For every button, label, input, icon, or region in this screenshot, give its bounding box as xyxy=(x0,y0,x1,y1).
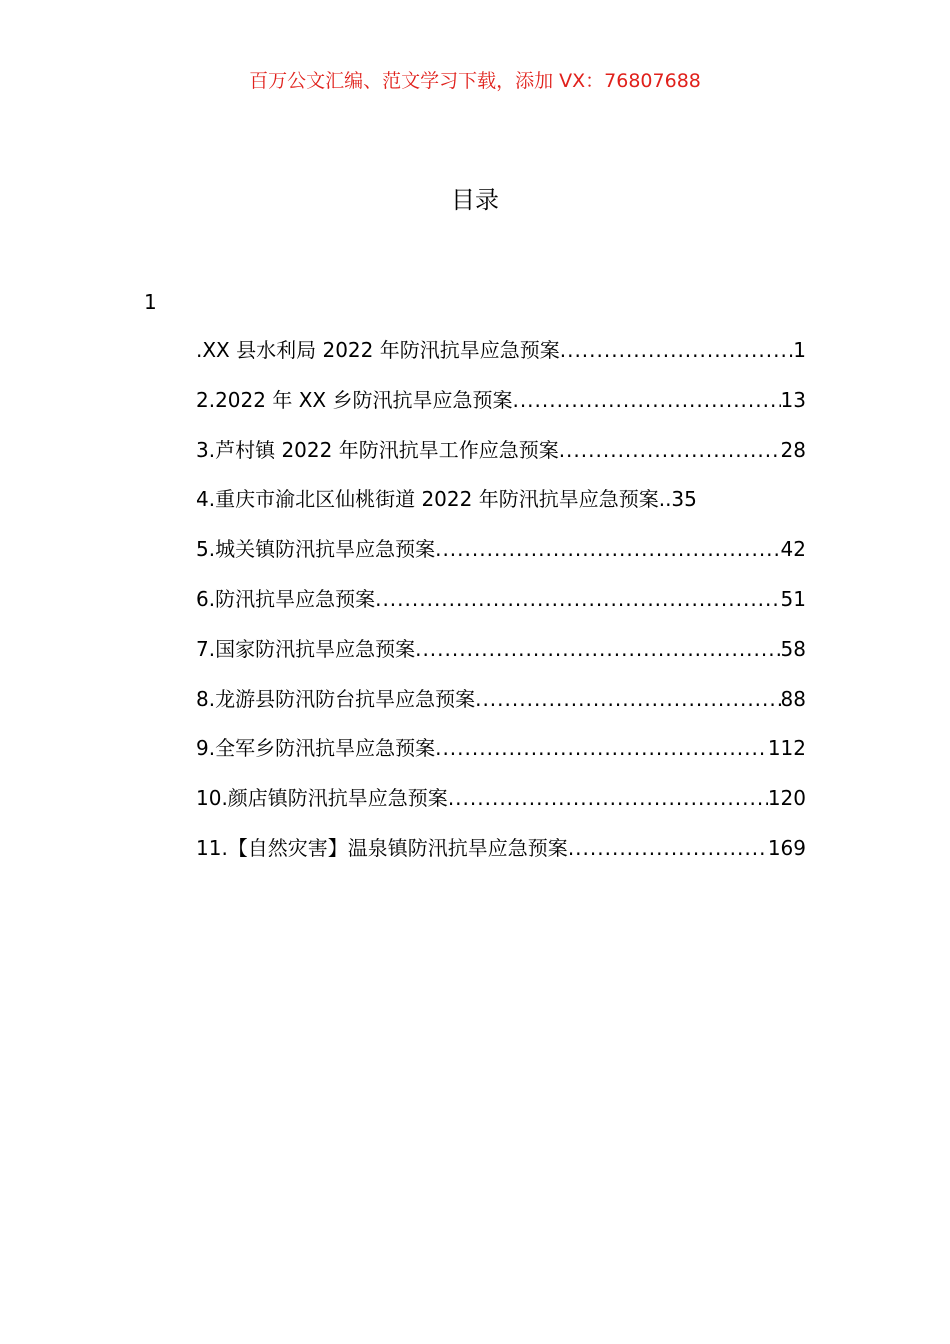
page-title: 目录 xyxy=(451,186,499,214)
toc-dot-leader xyxy=(375,585,780,613)
toc-dot-leader xyxy=(560,336,794,364)
toc-entry-2[interactable] xyxy=(196,386,806,436)
toc-dot-leader xyxy=(435,734,768,762)
toc-entry-title: 10.颜店镇防汛抗旱应急预案 xyxy=(196,786,448,811)
toc-entry-10[interactable] xyxy=(196,784,806,834)
toc-entry-3[interactable] xyxy=(196,436,806,486)
toc-dot-leader xyxy=(435,535,780,563)
toc-dot-leader xyxy=(415,635,780,663)
toc-entry-title: 5.城关镇防汛抗旱应急预案 xyxy=(196,537,436,562)
toc-entry-page: 120 xyxy=(767,786,806,811)
toc-entry-9[interactable] xyxy=(196,734,806,784)
toc-entry-6[interactable] xyxy=(196,585,806,635)
toc-entry-title: 8.龙游县防汛防台抗旱应急预案 xyxy=(196,686,476,711)
toc-dot-leader xyxy=(512,386,780,414)
toc-entry-page: 28 xyxy=(780,437,806,462)
toc-entry-page: 112 xyxy=(767,736,806,761)
toc-entry-page: 1 xyxy=(793,338,806,362)
toc-entry-page: 13 xyxy=(780,387,806,412)
toc-entry-page: 88 xyxy=(780,686,806,711)
toc-entry-title: 4.重庆市渝北区仙桃街道 2022 年防汛抗旱应急预案. xyxy=(196,487,666,512)
toc-entry-title: 9.全军乡防汛抗旱应急预案 xyxy=(196,736,436,761)
toc-dot-leader xyxy=(475,685,780,713)
toc-dot-leader xyxy=(568,834,768,862)
toc-entry-7[interactable] xyxy=(196,635,806,685)
toc-entry-page: 51 xyxy=(780,586,806,611)
toc-entry-page: 169 xyxy=(767,835,806,860)
toc-entry-title: .XX 县水利局 2022 年防汛抗旱应急预案 xyxy=(196,338,560,362)
toc-entry-title: 7.国家防汛抗旱应急预案 xyxy=(196,636,416,661)
toc-entry-1[interactable] xyxy=(196,336,806,386)
toc-entry-page: 42 xyxy=(780,537,806,562)
table-of-contents xyxy=(196,336,806,884)
toc-entry-title: 2.2022 年 XX 乡防汛抗旱应急预案 xyxy=(196,387,513,412)
toc-entry-11[interactable] xyxy=(196,834,806,884)
section-number: 1 xyxy=(144,290,157,314)
toc-dot-leader xyxy=(448,784,768,812)
header-note: 百万公文汇编、范文学习下载，添加 VX：76807688 xyxy=(249,70,701,92)
toc-entry-title: 11.【自然灾害】温泉镇防汛抗旱应急预案 xyxy=(196,835,568,860)
toc-entry-title: 3.芦村镇 2022 年防汛抗旱工作应急预案 xyxy=(196,437,559,462)
toc-entry-page: 58 xyxy=(780,636,806,661)
toc-entry-4[interactable] xyxy=(196,485,806,535)
toc-entry-title: 6.防汛抗旱应急预案 xyxy=(196,586,376,611)
toc-entry-5[interactable] xyxy=(196,535,806,585)
toc-entry-8[interactable] xyxy=(196,685,806,735)
toc-entry-page: .35 xyxy=(665,487,697,512)
toc-dot-leader xyxy=(559,436,781,464)
